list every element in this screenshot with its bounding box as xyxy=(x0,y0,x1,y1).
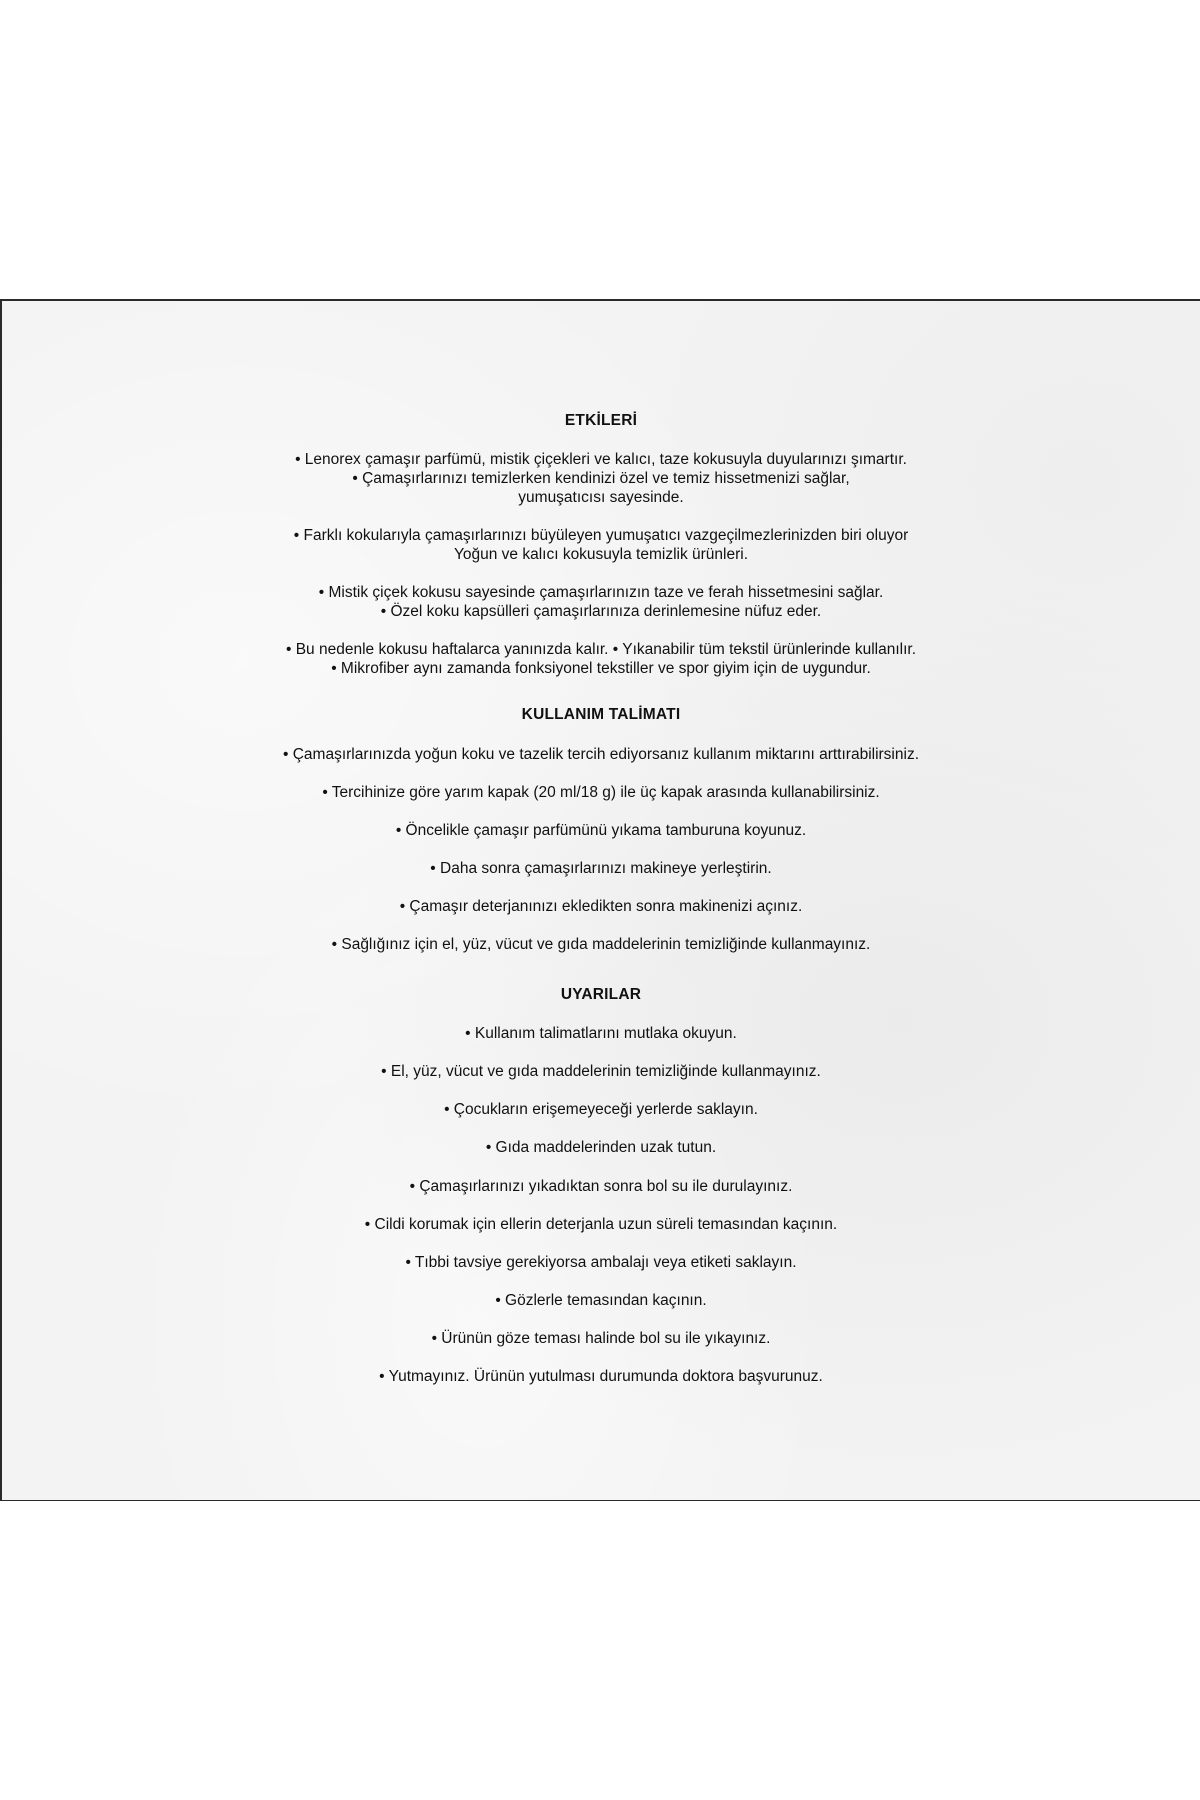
usage-line: • Öncelikle çamaşır parfümünü yıkama tamburuna koyunuz. xyxy=(395,822,807,839)
warnings-line: • Çamaşırlarınızı yıkadıktan sonra bol su ile durulayınız. xyxy=(409,1178,793,1195)
warnings-line: • Ürünün göze teması halinde bol su ile yıkayınız. xyxy=(431,1330,771,1347)
usage-line: • Sağlığınız için el, yüz, vücut ve gıda maddelerinin temizliğinde kullanmayınız. xyxy=(331,936,871,953)
warnings-line: • El, yüz, vücut ve gıda maddelerinin temizliğinde kullanmayınız. xyxy=(381,1063,821,1080)
usage-heading: KULLANIM TALİMATI xyxy=(521,706,681,723)
effects-line: • Farklı kokularıyla çamaşırlarınızı büyüleyen yumuşatıcı vazgeçilmezlerinizden biri oluyor xyxy=(293,527,909,544)
usage-line: • Çamaşır deterjanınızı ekledikten sonra makinenizi açınız. xyxy=(399,898,803,915)
warnings-line: • Tıbbi tavsiye gerekiyorsa ambalajı veya etiketi saklayın. xyxy=(405,1254,797,1271)
info-panel xyxy=(0,299,1200,1501)
effects-line: yumuşatıcısı sayesinde. xyxy=(518,489,684,506)
warnings-heading: UYARILAR xyxy=(560,986,642,1003)
usage-line: • Tercihinize göre yarım kapak (20 ml/18 g) ile üç kapak arasında kullanabilirsiniz. xyxy=(322,784,880,801)
effects-line: • Mikrofiber aynı zamanda fonksiyonel tekstiller ve spor giyim için de uygundur. xyxy=(331,660,871,677)
usage-line: • Çamaşırlarınızda yoğun koku ve tazelik tercih ediyorsanız kullanım miktarını arttırabilirsiniz. xyxy=(283,746,919,763)
effects-line: • Lenorex çamaşır parfümü, mistik çiçekleri ve kalıcı, taze kokusuyla duyularınızı şımartır. xyxy=(295,451,907,468)
warnings-line: • Yutmayınız. Ürünün yutulması durumunda doktora başvurunuz. xyxy=(379,1368,823,1385)
effects-line: • Bu nedenle kokusu haftalarca yanınızda kalır. • Yıkanabilir tüm tekstil ürünlerinde kullanılır. xyxy=(285,641,917,658)
warnings-line: • Kullanım talimatlarını mutlaka okuyun. xyxy=(465,1025,737,1042)
effects-line: Yoğun ve kalıcı kokusuyla temizlik ürünleri. xyxy=(453,546,749,563)
warnings-line: • Gıda maddelerinden uzak tutun. xyxy=(485,1139,717,1156)
warnings-line: • Gözlerle temasından kaçının. xyxy=(495,1292,707,1309)
warnings-line: • Cildi korumak için ellerin deterjanla uzun süreli temasından kaçının. xyxy=(364,1216,838,1233)
effects-line: • Mistik çiçek kokusu sayesinde çamaşırlarınızın taze ve ferah hissetmesini sağlar. xyxy=(318,584,884,601)
effects-heading: ETKİLERİ xyxy=(564,412,638,429)
usage-line: • Daha sonra çamaşırlarınızı makineye yerleştirin. xyxy=(430,860,772,877)
warnings-line: • Çocukların erişemeyeceği yerlerde saklayın. xyxy=(444,1101,758,1118)
effects-line: • Özel koku kapsülleri çamaşırlarınıza derinlemesine nüfuz eder. xyxy=(380,603,822,620)
effects-line: • Çamaşırlarınızı temizlerken kendinizi özel ve temiz hissetmenizi sağlar, xyxy=(352,470,850,487)
